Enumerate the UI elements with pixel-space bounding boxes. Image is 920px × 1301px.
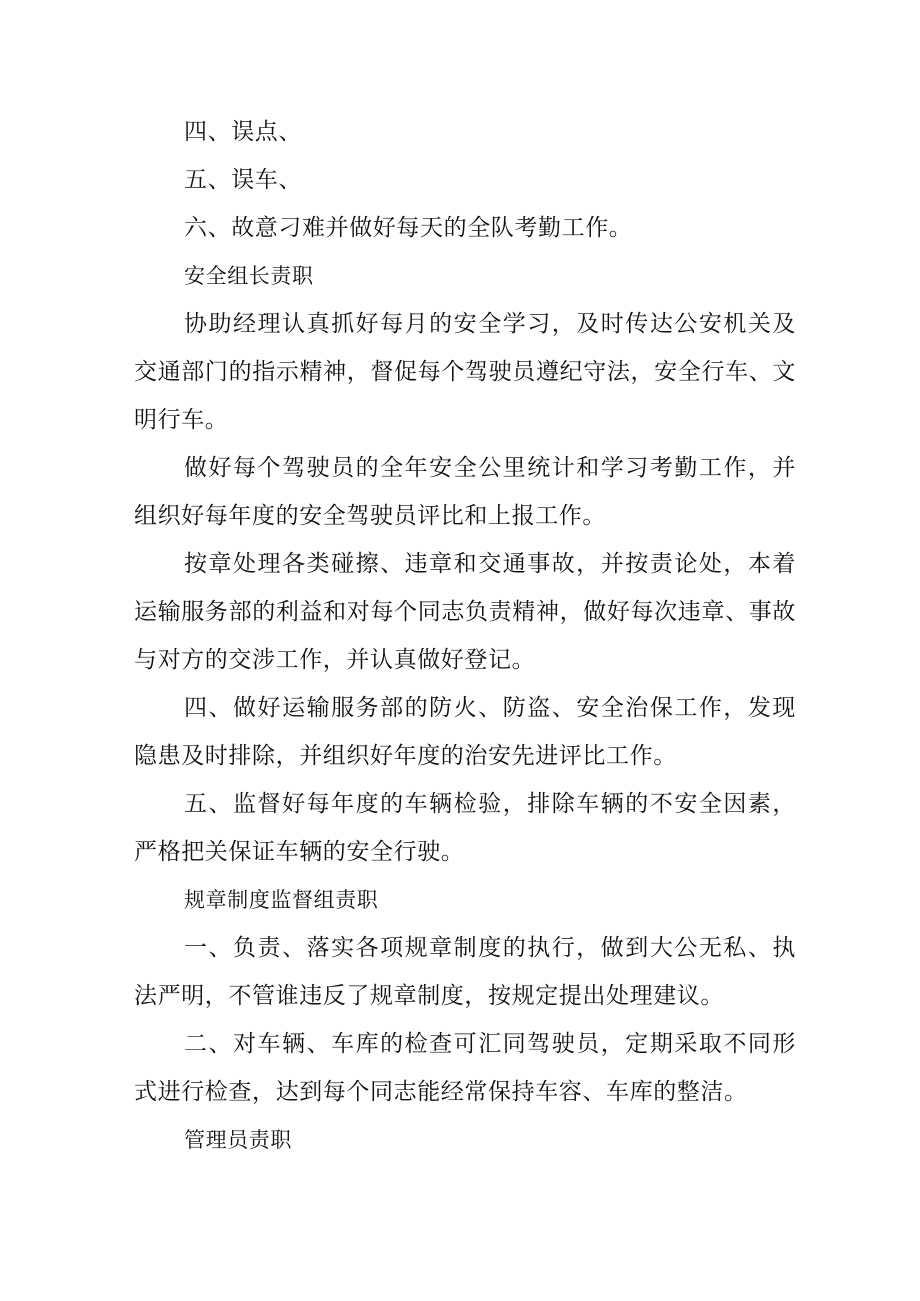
section-heading-rules-group: 规章制度监督组责职 (184, 888, 379, 912)
section-heading-safety-leader: 安全组长责职 (184, 264, 314, 288)
item-missed-bus: 五、误车、 (184, 167, 302, 193)
safety-paragraph-inspection: 五、监督好每年度的车辆检验，排除车辆的不安全因素，严格把关保证车辆的安全行驶。 (134, 791, 796, 865)
safety-paragraph-statistics: 做好每个驾驶员的全年安全公里统计和学习考勤工作，并组织好每年度的安全驾驶员评比和上报工作。 (134, 455, 796, 529)
rules-paragraph-enforcement: 一、负责、落实各项规章制度的执行，做到大公无私、执法严明，不管谁违反了规章制度，按规定提出处理建议。 (134, 935, 796, 1009)
rules-paragraph-inspection: 二、对车辆、车库的检查可汇同驾驶员，定期采取不同形式进行检查，达到每个同志能经常保持车容、车库的整洁。 (134, 1031, 796, 1105)
safety-paragraph-accidents: 按章处理各类碰擦、违章和交通事故，并按责论处，本着运输服务部的利益和对每个同志负责精神，做好每次违章、事故与对方的交涉工作，并认真做好登记。 (134, 551, 796, 673)
item-attendance: 六、故意刁难并做好每天的全队考勤工作。 (184, 215, 633, 241)
section-heading-administrator: 管理员责职 (184, 1128, 292, 1152)
safety-paragraph-fire-theft: 四、做好运输服务部的防火、防盗、安全治保工作，发现隐患及时排除，并组织好年度的治安先进评比工作。 (134, 695, 796, 769)
document-body (134, 108, 796, 1164)
safety-paragraph-study: 协助经理认真抓好每月的安全学习，及时传达公安机关及交通部门的指示精神，督促每个驾驶员遵纪守法，安全行车、文明行车。 (134, 311, 796, 433)
item-delay: 四、误点、 (184, 119, 302, 145)
